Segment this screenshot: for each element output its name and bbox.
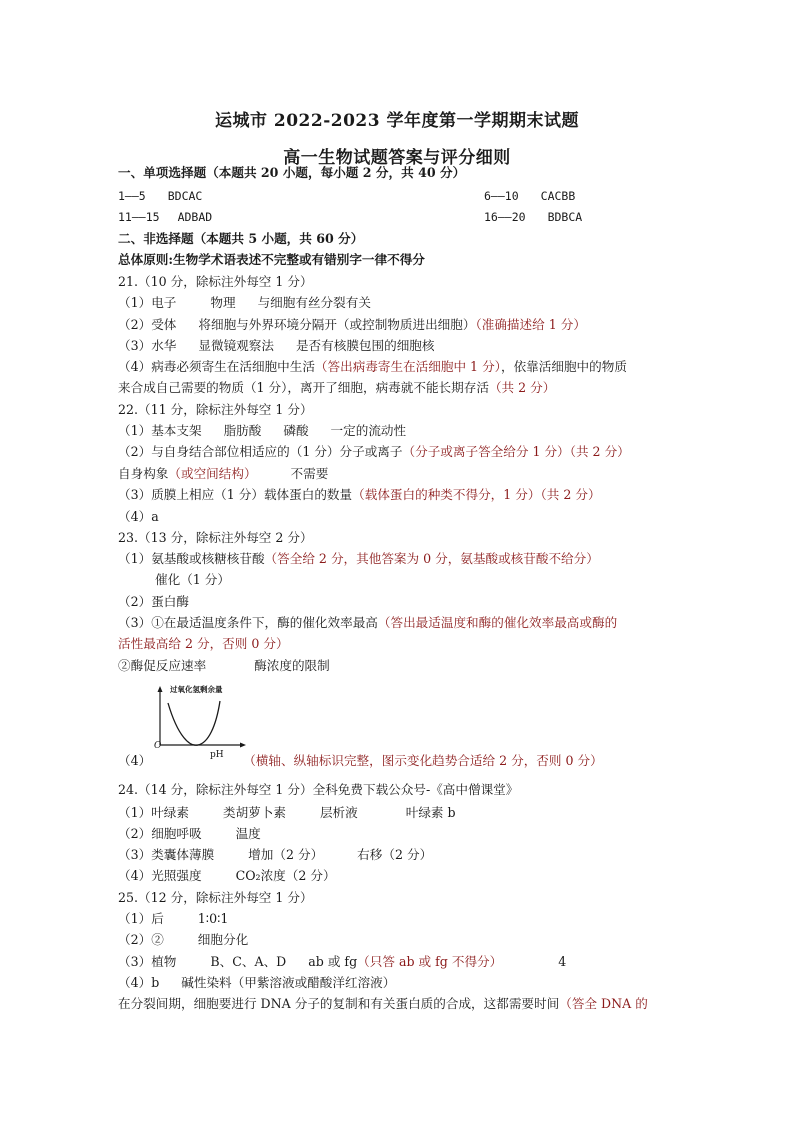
answer-range: 1——5 — [118, 189, 146, 203]
answer-text: 自身构象 — [118, 466, 169, 481]
answer-text: 显微镜观察法 — [198, 338, 274, 353]
q23-line5: 活性最高给 2 分，否则 0 分） — [118, 636, 289, 651]
answer-text: 酶浓度的限制 — [254, 658, 330, 673]
answer-text: 1∶0∶1 — [197, 911, 229, 926]
scoring-note: （或空间结构） — [168, 466, 257, 481]
answer-text: （3）水华 — [118, 338, 177, 353]
answer-text: 细胞分化 — [197, 932, 249, 947]
answer-text: （2）② — [118, 932, 164, 947]
answer-text: （2）与自身结合部位相适应的（1 分）分子或离子 — [118, 444, 403, 459]
answer-text: （3）质膜上相应（1 分）载体蛋白的数量 — [118, 487, 353, 502]
answer-text: （4） — [118, 753, 152, 768]
answer-text: 在分裂间期，细胞要进行 DNA 分子的复制和有关蛋白质的合成，这都需要时间 — [118, 996, 560, 1011]
section1-heading: 一、单项选择题（本题共 20 小题，每小题 2 分，共 40 分） — [118, 165, 466, 180]
q23-line3: （2）蛋白酶 — [118, 594, 189, 609]
answer-text: （2）受体 — [118, 317, 177, 332]
scoring-note: （答出病毒寄生在活细胞中 1 分） — [314, 359, 501, 374]
answer-row-4 — [484, 209, 582, 225]
scoring-note: （共 2 分） — [540, 487, 601, 502]
scoring-note: （横轴、纵轴标识完整，图示变化趋势合适给 2 分，否则 0 分） — [243, 753, 603, 768]
answer-text: （3）类囊体薄膜 — [118, 847, 215, 862]
scoring-note: （答出最适温度和酶的催化效率最高或酶的 — [377, 615, 618, 630]
answer-text: 物理 — [210, 295, 236, 310]
answer-text: B、C、A、D — [210, 954, 287, 969]
answer-keys: ADBAD — [177, 210, 213, 224]
q22-line1 — [118, 423, 406, 439]
u-shaped-curve — [168, 701, 220, 745]
answer-text: （1）后 — [118, 911, 164, 926]
answer-text: （4）光照强度 — [118, 868, 202, 883]
scoring-note: （分子或离子答全给分 1 分） — [402, 444, 570, 459]
scoring-note: （准确描述给 1 分） — [475, 317, 586, 332]
answer-text: （4）病毒必须寄生在活细胞中生活 — [118, 359, 315, 374]
page-subtitle: 高一生物试题答案与评分细则 — [283, 148, 511, 168]
answer-text: CO₂浓度（2 分） — [235, 868, 336, 883]
scoring-note: （共 2 分） — [569, 444, 630, 459]
q24-line3 — [118, 847, 432, 863]
answer-text: 来合成自己需要的物质（1 分），离开了细胞，病毒就不能长期存活 — [118, 380, 489, 395]
answer-text: ，依靠活细胞中的物质 — [500, 359, 627, 374]
page-title: 运城市 2022-2023 学年度第一学期期末试题 — [214, 111, 580, 131]
answer-text: 与细胞有丝分裂有关 — [257, 295, 371, 310]
answer-text: 层析液 — [319, 805, 358, 820]
q22-line2 — [118, 444, 630, 460]
q24-line1 — [118, 805, 456, 821]
answer-text: （1）基本支架 — [118, 423, 202, 438]
q23-heading: 23.（13 分，除标注外每空 2 分） — [118, 530, 313, 545]
x-axis-arrow — [240, 743, 246, 748]
answer-row-2 — [484, 188, 575, 204]
q25-line3 — [118, 954, 566, 970]
answer-text: 将细胞与外界环境分隔开（或控制物质进出细胞） — [198, 317, 476, 332]
scoring-note: （载体蛋白的种类不得分，1 分） — [352, 487, 541, 502]
q21-line3 — [118, 338, 434, 354]
graph-y-axis-label: 过氧化氢剩余量 — [170, 685, 223, 694]
answer-text: 不需要 — [290, 466, 329, 481]
answer-text: （4）b — [118, 975, 160, 990]
ph-curve-graph — [148, 685, 248, 751]
answer-range: 6——10 — [484, 189, 519, 203]
answer-text: （3）植物 — [118, 954, 177, 969]
q22-line4 — [118, 487, 601, 503]
answer-text: 是否有核膜包围的细胞核 — [295, 338, 435, 353]
q25-line1 — [118, 911, 228, 927]
q21-line1 — [118, 295, 371, 311]
scoring-note: （只答 ab 或 fg 不得分） — [357, 954, 503, 969]
q24-line2 — [118, 826, 261, 842]
q22-line5: （4）a — [118, 509, 159, 524]
answer-text: （1）氨基酸或核糖核苷酸 — [118, 551, 265, 566]
q22-line3 — [118, 466, 328, 482]
q25-line2 — [118, 932, 248, 948]
scoring-note: （共 2 分） — [488, 380, 556, 395]
q25-line4 — [118, 975, 395, 991]
q23-line4 — [118, 615, 617, 631]
answer-text: 温度 — [235, 826, 261, 841]
answer-text: 碱性染料（甲紫溶液或醋酸洋红溶液） — [181, 975, 396, 990]
q25-heading: 25.（12 分，除标注外每空 1 分） — [118, 890, 313, 905]
answer-text: 叶绿素 b — [405, 805, 456, 820]
answer-row-3 — [118, 209, 583, 225]
answer-text: 磷酸 — [283, 423, 309, 438]
answer-keys: BDBCA — [547, 210, 583, 224]
y-axis-arrow — [158, 686, 163, 692]
q21-line2 — [118, 317, 586, 333]
graph-origin-label: O — [154, 741, 162, 751]
answer-text: 右移（2 分） — [357, 847, 433, 862]
answer-text: 一定的流动性 — [330, 423, 407, 438]
section2-heading: 二、非选择题（本题共 5 小题，共 60 分） — [118, 231, 364, 246]
q25-line5 — [118, 996, 648, 1012]
q21-line4 — [118, 359, 627, 375]
q23-line7 — [118, 753, 603, 769]
answer-row-1 — [118, 188, 576, 204]
answer-text: 脂肪酸 — [223, 423, 262, 438]
answer-text: （2）细胞呼吸 — [118, 826, 202, 841]
answer-text: （1）电子 — [118, 295, 177, 310]
q21-line5 — [118, 380, 555, 396]
scoring-note: （答全给 2 分，其他答案为 0 分，氨基酸或核苷酸不给分） — [264, 551, 599, 566]
answer-range: 11——15 — [118, 210, 160, 224]
q24-heading: 24.（14 分，除标注外每空 1 分）全科免费下载公众号-《高中僧课堂》 — [118, 782, 519, 797]
answer-keys: CACBB — [540, 189, 576, 203]
answer-text: （1）叶绿素 — [118, 805, 189, 820]
q23-line6 — [118, 658, 330, 674]
answer-text: 增加（2 分） — [248, 847, 324, 862]
q21-heading: 21.（10 分，除标注外每空 1 分） — [118, 274, 313, 289]
answer-text: （3）①在最适温度条件下，酶的催化效率最高 — [118, 615, 378, 630]
answer-text: 类胡萝卜素 — [222, 805, 286, 820]
answer-text: ②酶促反应速率 — [118, 658, 207, 673]
q23-line2: 催化（1 分） — [155, 572, 230, 587]
graph-x-axis-label: pH — [210, 750, 224, 760]
answer-text: ab 或 fg — [308, 954, 358, 969]
scoring-note: （答全 DNA 的 — [559, 996, 648, 1011]
answer-range: 16——20 — [484, 210, 526, 224]
answer-text: 4 — [558, 954, 567, 969]
q24-line4 — [118, 868, 336, 884]
q23-line1 — [118, 551, 599, 567]
q22-heading: 22.（11 分，除标注外每空 1 分） — [118, 402, 313, 417]
answer-keys: BDCAC — [167, 189, 203, 203]
general-principle: 总体原则:生物学术语表述不完整或有错别字一律不得分 — [118, 252, 425, 267]
